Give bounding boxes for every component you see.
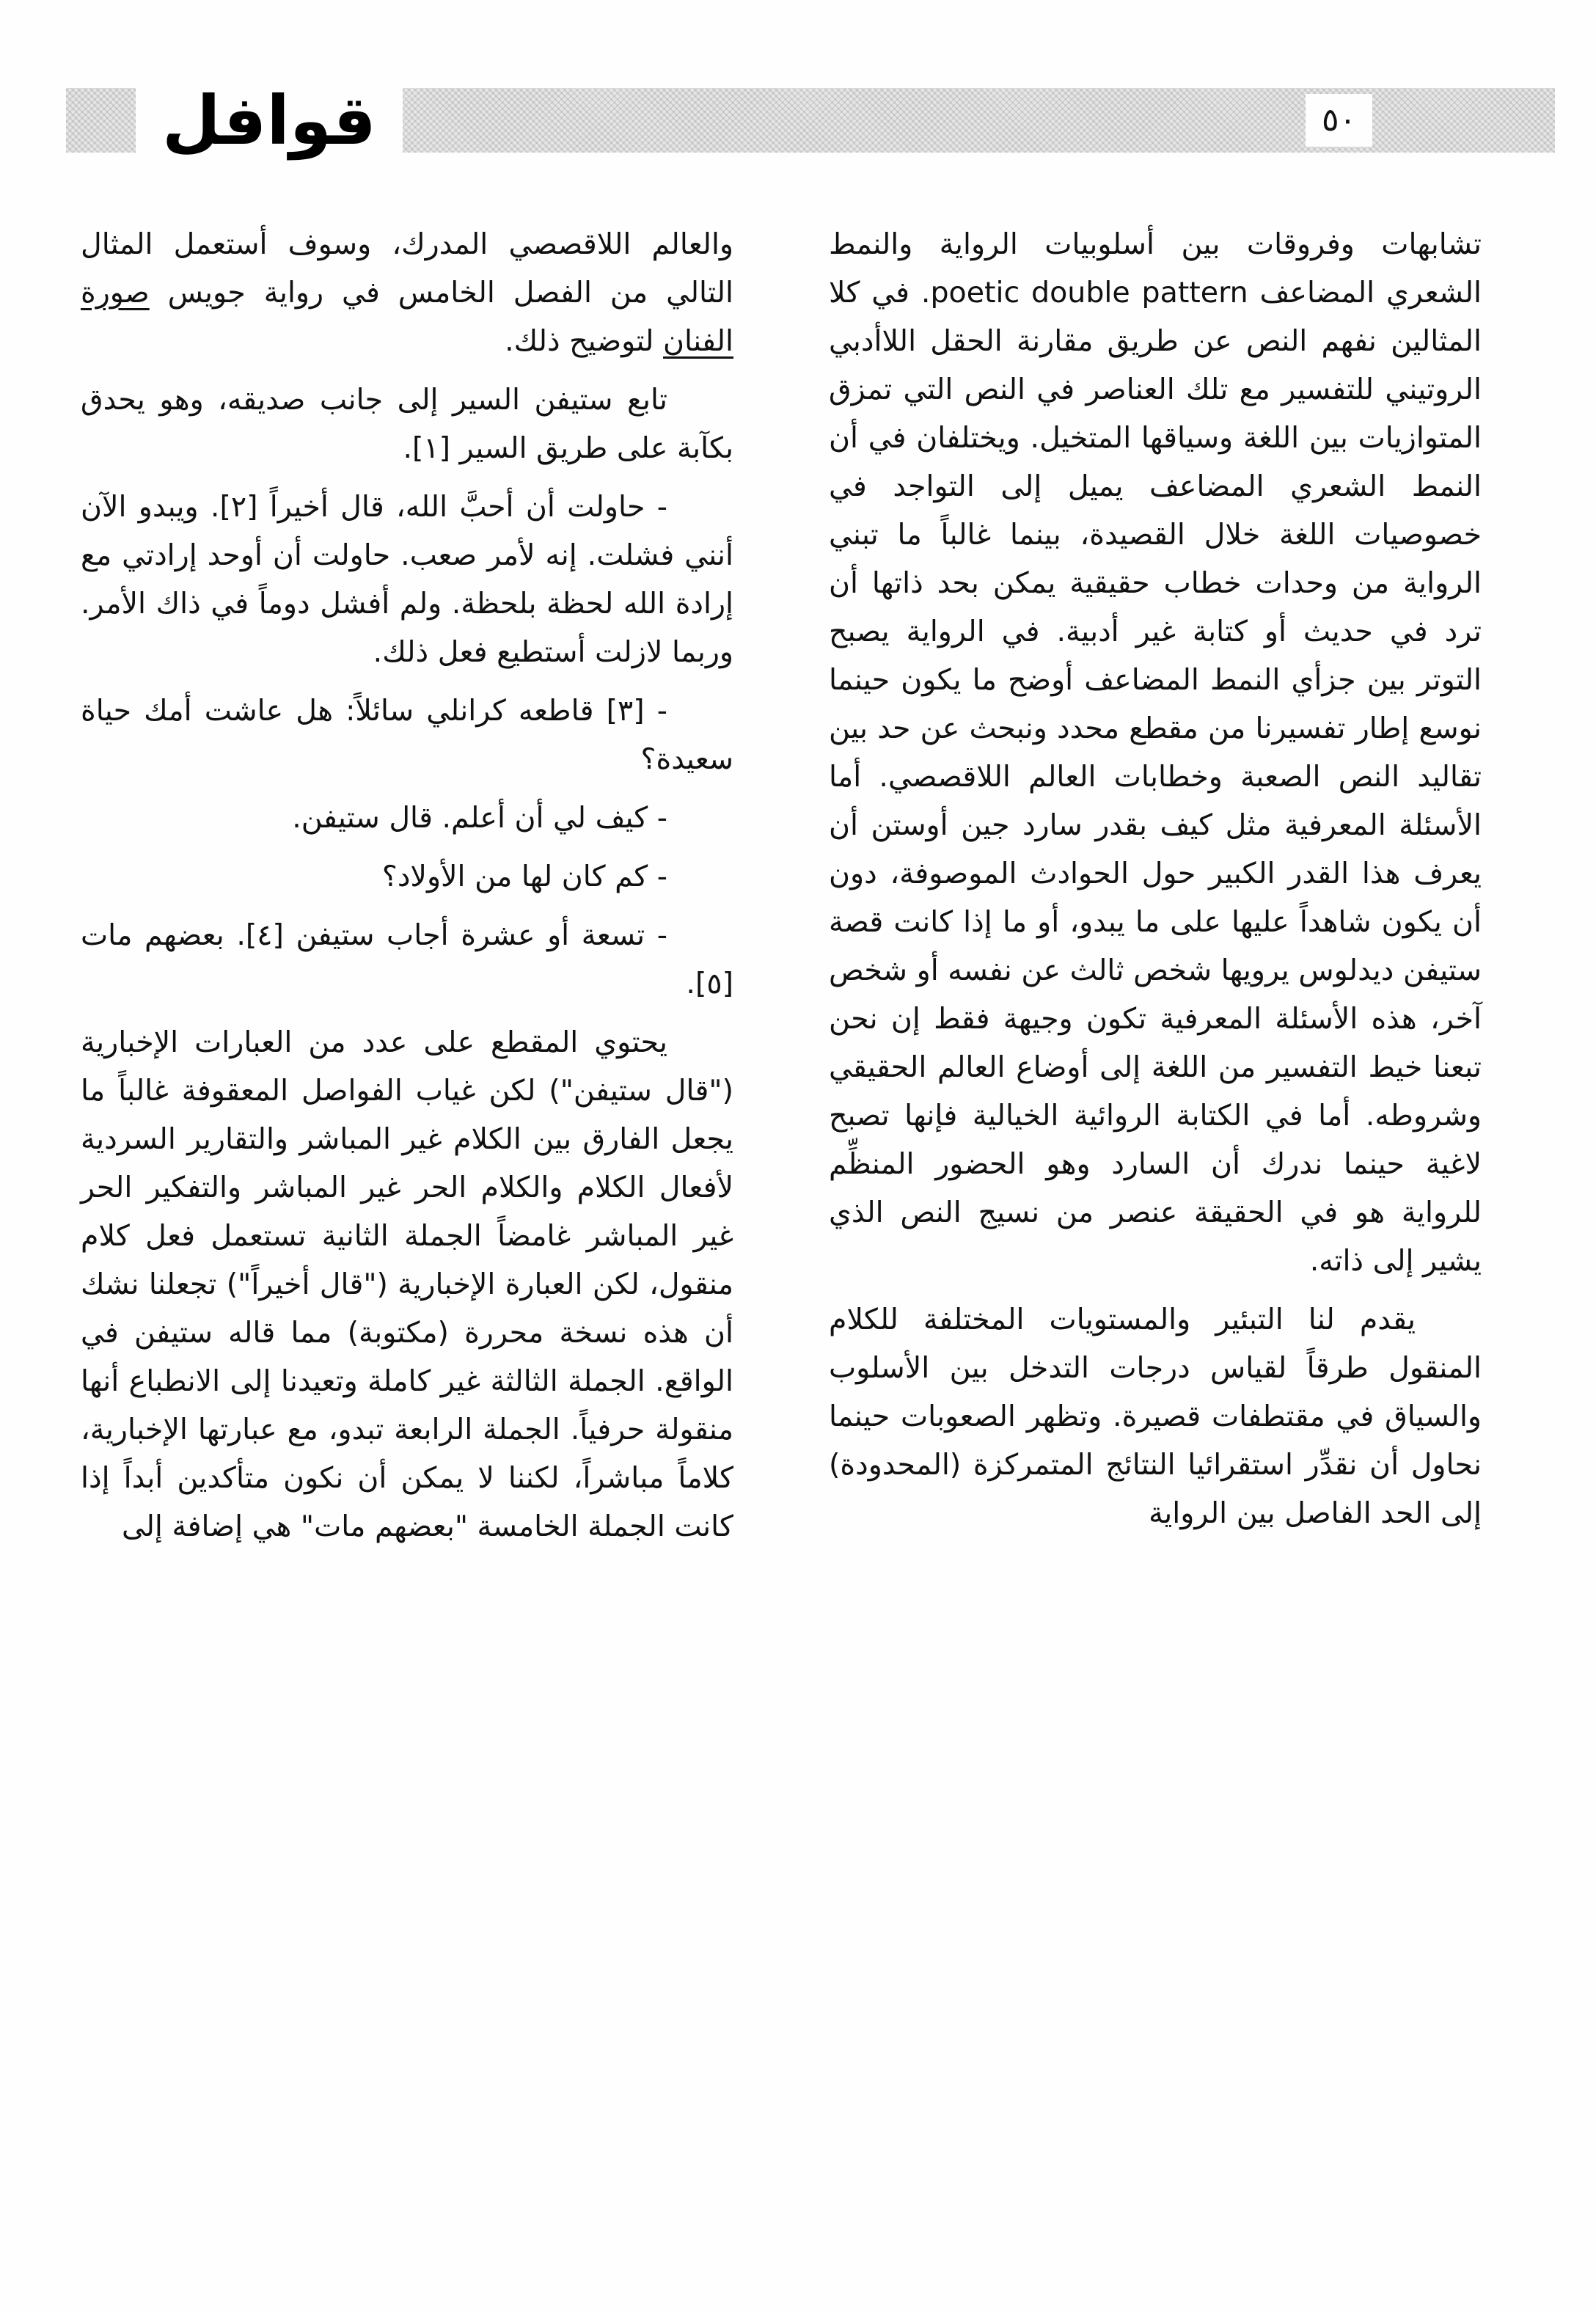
quoted-passage: - حاولت أن أحبَّ الله، قال أخيراً [٢]. ويبدو الآن أنني فشلت. إنه لأمر صعب. حاولت أن أوحد إرادتي مع إرادة الله لحظة بلحظة. ولم أفشل دوماً في ذاك الأمر. وربما لازلت أستطيع فعل ذلك. [81,490,733,669]
text-run: لتوضيح ذلك. [505,324,664,358]
text-run: والعالم اللاقصصي المدرك، وسوف أستعمل المثال التالي من الفصل الخامس في رواية جويس [81,227,733,310]
journal-title: قوافل [136,81,403,161]
paragraph: تشابهات وفروقات بين أسلوبيات الرواية والنمط الشعري المضاعف poetic double pattern. في كلا المثالين نفهم النص عن طريق مقارنة الحقل اللاأدبي الروتيني للتفسير مع تلك العناصر في النص التي تمزق المتوازيات بين اللغة وسياقها المتخيل. ويختلفان في أن النمط الشعري المضاعف يميل إلى التواجد في خصوصيات اللغة خلال القصيدة، بينما غالباً ما تبني الرواية من وحدات خطاب حقيقية يمكن بحد ذاتها أن ترد في حديث أو كتابة غير أدبية. في الرواية يصبح التوتر بين جزأي النمط المضاعف أوضح ما يكون حينما نوسع إطار تفسيرنا من مقطع محدد ونبحث عن حد بين تقاليد النص الصعبة وخطابات العالم اللاقصصي. أما الأسئلة المعرفية مثل كيف بقدر سارد جين أوستن أن يعرف هذا القدر الكبير حول الحوادث الموصوفة، دون أن يكون شاهداً عليها على ما يبدو، أو ما إذا كانت قصة ستيفن ديدلوس يرويها شخص ثالث عن نفسه أو شخص آخر، هذه الأسئلة المعرفية تكون وجيهة فقط إن نحن تبعنا خيط التفسير من اللغة إلى أوضاع العالم الحقيقي وشروطه. أما في الكتابة الروائية الخيالية فإنها تصبح لاغية حينما ندرك أن السارد وهو الحضور المنظِّم للرواية هو في الحقيقة عنصر من نسيج النص الذي يشير إلى ذاته. [829,227,1482,1278]
quoted-passage: - كم كان لها من الأولاد؟ [381,860,667,893]
quoted-passage: تابع ستيفن السير إلى جانب صديقه، وهو يحدق بكآبة على طريق السير [١]. [81,383,733,465]
quoted-passage: - [٣] قاطعه كرانلي سائلاً: هل عاشت أمك حياة سعيدة؟ [81,694,733,776]
running-header [66,81,1555,169]
paragraph: يحتوي المقطع على عدد من العبارات الإخبارية ("قال ستيفن") لكن غياب الفواصل المعقوفة غالباً ما يجعل الفارق بين الكلام غير المباشر والتقارير السردية لأفعال الكلام والكلام الحر غير المباشر والتفكير الحر غير المباشر غامضاً الجملة الثانية تستعمل فعل كلام منقول، لكن العبارة الإخبارية ("قال أخيراً") تجعلنا نشك أن هذه نسخة محررة (مكتوبة) مما قاله ستيفن في الواقع. الجملة الثالثة غير كاملة وتعيدنا إلى الانطباع أنها منقولة حرفياً. الجملة الرابعة تبدو، مع عبارتها الإخبارية، كلاماً مباشراً، لكننا لا يمكن أن نكون متأكدين أبداً إذا كانت الجملة الخامسة "بعضهم مات" هي إضافة إلى [81,1025,733,1543]
paragraph [81,220,733,365]
quoted-passage: - تسعة أو عشرة أجاب ستيفن [٤]. بعضهم مات [٥]. [81,918,733,1000]
book-title: صورة الفنان [81,276,733,358]
paragraph: يقدم لنا التبئير والمستويات المختلفة للكلام المنقول طرقاً لقياس درجات التدخل بين الأسلوب والسياق في مقتطفات قصيرة. وتظهر الصعوبات حينما نحاول أن نقدِّر استقرائيا النتائج المتمركزة (المحدودة) إلى الحد الفاصل بين الرواية [829,1303,1482,1530]
page-number: ٥٠ [1306,94,1372,147]
right-text-column [829,220,1482,1537]
left-text-column [81,220,733,1551]
quoted-passage: - كيف لي أن أعلم. قال ستيفن. [292,801,667,835]
